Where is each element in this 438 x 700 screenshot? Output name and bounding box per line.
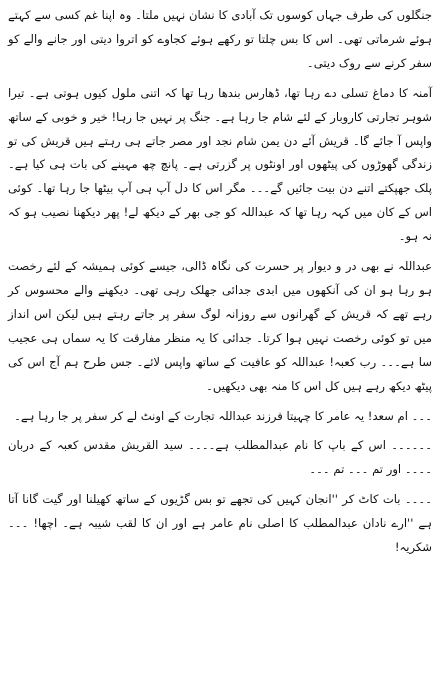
paragraph-umm-saad: ۔۔۔ ام سعد! یہ عامر کا چہیتا فرزند عبداللہ تجارت کے اونٹ لے کر سفر پر جا رہا ہے۔ bbox=[14, 408, 432, 423]
paragraph-father-name: ۔۔۔۔۔۔ اس کے باپ کا نام عبدالمطلب ہے۔۔۔۔ سید القریش مقدس کعبہ کے دربان ۔۔۔۔ اور تم ۔۔۔ تم ۔۔۔ bbox=[8, 438, 432, 477]
paragraph-abdullah: عبداللہ نے بھی در و دیوار پر حسرت کی نگاہ ڈالی، جیسے کوئی ہمیشہ کے لئے رخصت ہو رہا ہو ان کی آنکھوں میں ابدی جدائی جھلک رہی تھی۔ دیکھنے والے محسوس کر رہے تھے کہ قریش کے گھرانوں سے روزانہ لوگ سفر پر جاتے رہتے ہیں لیکن اس انداز میں تو کوئی رخصت نہیں ہوا کرتا۔ جدائی کا یہ منظر مفارقت کا یہ سماں ہی عجیب سا ہے۔۔۔ رب کعبہ! عبداللہ کو عافیت کے ساتھ واپس لائے۔ جس طرح ہم آج اس کی پیٹھ دیکھ رہے ہیں کل اس کا منہ بھی دیکھیں۔ bbox=[8, 259, 432, 393]
paragraph-amina: آمنہ کا دماغ تسلی دے رہا تھا، ڈھارس بندھا رہا تھا کہ اتنی ملول کیوں ہوتی ہے۔ تیرا شوہر تجارتی کاروبار کے لئے شام جا رہا ہے۔ جنگ پر نہیں جا رہا! خیر و خوبی کے ساتھ واپس آ جائے گا۔ قریش آئے دن یمن شام نجد اور مصر جاتے ہی رہتے ہیں قریش کی تو زندگی گھوڑوں کی پیٹھوں اور اونٹوں پر گزرتی ہے۔ پانچ چھ مہینے کی بات ہی کیا ہے۔ پلک جھپکتے اتنے دن بیت جائیں گے۔۔۔ مگر اس کا دل آپ ہی آپ بیٹھا جا رہا تھا۔ کوئی اس کے کان میں کہہ رہا تھا کہ عبداللہ کو جی بھر کے دیکھ لے! پھر دیکھنا نصیب ہو کہ نہ ہو۔ bbox=[8, 85, 432, 244]
paragraph-dialogue: ۔۔۔۔ بات کاٹ کر ''انجان کہیں کی تجھے تو بس گڑیوں کے ساتھ کھیلنا اور گیت گانا آتا ہے ''ارے نادان عبدالمطلب کا اصلی نام عامر ہے اور ان کا لقب شیبہ ہے۔ اچھا! ۔۔۔ شکریہ! bbox=[8, 492, 432, 555]
paragraph-intro: جنگلوں کی طرف جہاں کوسوں تک آبادی کا نشان نہیں ملتا۔ وہ اپنا غم کسی سے کہتے ہوئے شرماتی تھی۔ اس کا بس چلتا تو رکھے ہوئے کجاوے کو اتروا دیتی اور جانے والے کو سفر کرنے سے روک دیتی۔ bbox=[8, 8, 432, 70]
